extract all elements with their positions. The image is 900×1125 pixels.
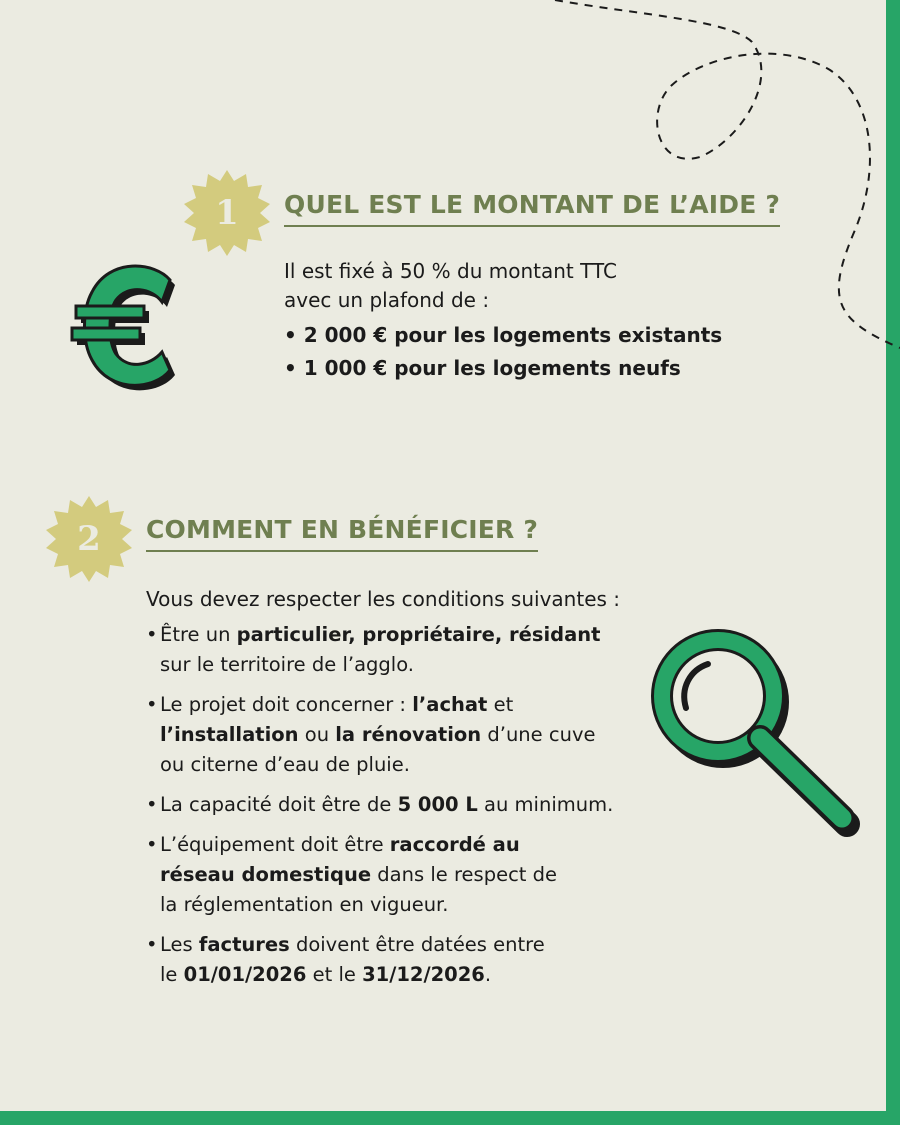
condition-item: • Le projet doit concerner : l’achat et l’installation ou la rénovation d’une cuve ou citerne d’eau de pluie. bbox=[146, 693, 596, 776]
ceiling-list bbox=[284, 319, 722, 385]
condition-item: • La capacité doit être de 5 000 L au minimum. bbox=[146, 793, 614, 816]
condition-item: • L’équipement doit être raccordé au réseau domestique dans le respect de la réglementation en vigueur. bbox=[146, 833, 558, 916]
magnifier-icon bbox=[650, 628, 865, 848]
section-1-body bbox=[284, 257, 722, 385]
intro-line-2: avec un plafond de : bbox=[284, 288, 490, 312]
badge-step-1 bbox=[182, 168, 272, 258]
badge-number: 1 bbox=[215, 193, 239, 233]
condition-item: • Les factures doivent être datées entre le 01/01/2026 et le 31/12/2026. bbox=[146, 933, 545, 986]
badge-number: 2 bbox=[77, 519, 101, 559]
ceiling-item-existing: • 2 000 € pour les logements existants bbox=[284, 323, 723, 347]
intro-line-1: Il est fixé à 50 % du montant TTC bbox=[284, 259, 617, 283]
section-1-heading: QUEL EST LE MONTANT DE L’AIDE ? bbox=[284, 190, 780, 227]
conditions-list bbox=[146, 620, 666, 990]
ceiling-item-new: • 1 000 € pour les logements neufs bbox=[284, 356, 681, 380]
euro-icon bbox=[70, 262, 190, 397]
conditions-intro: Vous devez respecter les conditions suivantes : bbox=[146, 587, 621, 611]
section-2-heading: COMMENT EN BÉNÉFICIER ? bbox=[146, 515, 538, 552]
section-2-body bbox=[146, 585, 666, 1000]
condition-item: • Être un particulier, propriétaire, résidant sur le territoire de l’agglo. bbox=[146, 623, 601, 676]
badge-step-2 bbox=[44, 494, 134, 584]
